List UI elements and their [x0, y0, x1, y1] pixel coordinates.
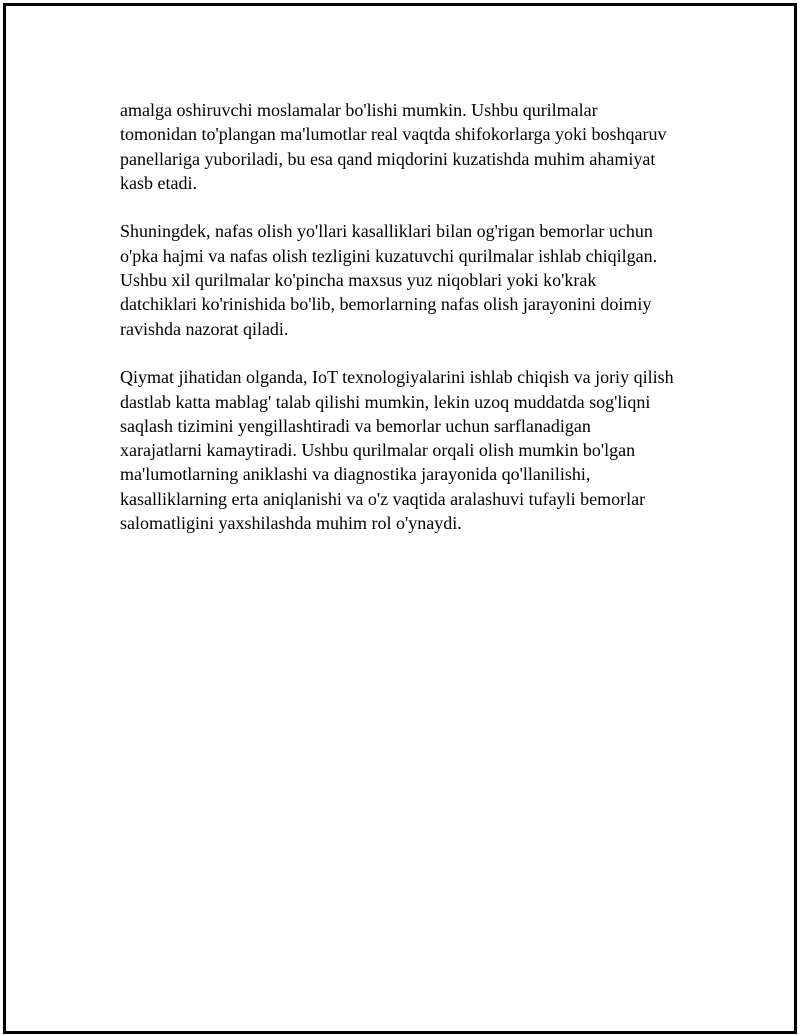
paragraph-1: amalga oshiruvchi moslamalar bo'lishi mumkin. Ushbu qurilmalar tomonidan to'plangan ma'lumotlar real vaqtda shifokorlarga yoki boshqaruv panellariga yuboriladi, bu esa qand miqdorini kuzatishda muhim ahamiyat kasb etadi. [120, 100, 667, 193]
paragraph-2: Shuningdek, nafas olish yo'llari kasalliklari bilan og'rigan bemorlar uchun o'pka hajmi va nafas olish tezligini kuzatuvchi qurilmalar ishlab chiqilgan. Ushbu xil qurilmalar ko'pincha maxsus yuz niqoblari yoki ko'krak datchiklari ko'rinishida bo'lib, bemorlarning nafas olish jarayonini doimiy ravishda nazorat qiladi. [120, 221, 658, 339]
document-body [120, 98, 700, 560]
page-border [3, 3, 797, 1034]
paragraph-3: Qiymat jihatidan olganda, IoT texnologiyalarini ishlab chiqish va joriy qilish dastlab katta mablag' talab qilishi mumkin, lekin uzoq muddatda sog'liqni saqlash tizimini yengillashtiradi va bemorlar uchun sarflanadigan xarajatlarni kamaytiradi. Ushbu qurilmalar orqali olish mumkin bo'lgan ma'lumotlarning aniklashi va diagnostika jarayonida qo'llanilishi, kasalliklarning erta aniqlanishi va o'z vaqtida aralashuvi tufayli bemorlar salomatligini yaxshilashda muhim rol o'ynaydi. [120, 367, 674, 534]
